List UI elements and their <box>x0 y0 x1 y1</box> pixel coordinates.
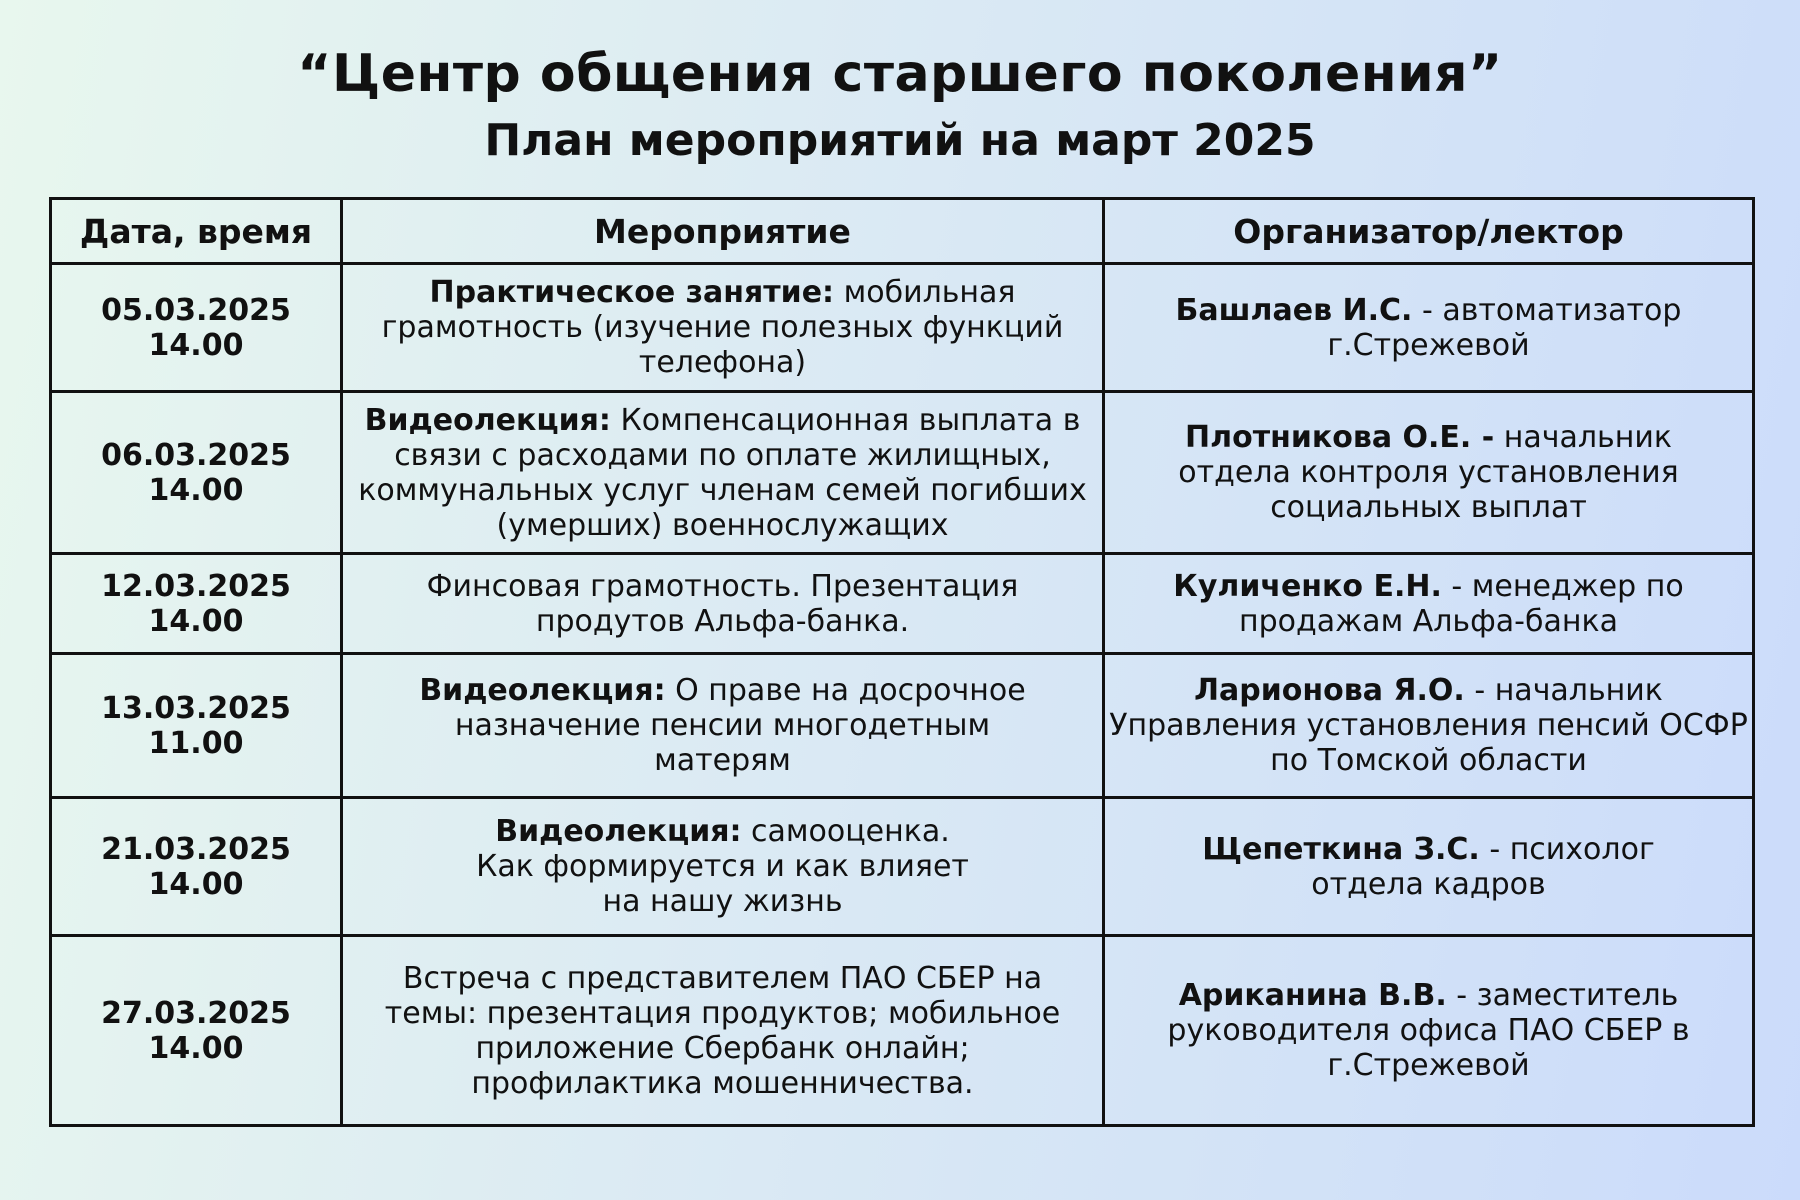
organizer-cell <box>1104 554 1754 654</box>
event-date: 12.03.2025 <box>101 568 291 604</box>
event-date: 27.03.2025 <box>101 995 291 1031</box>
column-header-date: Дата, время <box>51 199 342 264</box>
event-date: 06.03.2025 <box>101 437 291 473</box>
organizer-name: Башлаев И.С. <box>1175 292 1413 328</box>
organizer-role: - заместитель руководителя офиса ПАО СБЕР в г.Стрежевой <box>1167 978 1690 1083</box>
event-type: Видеолекция: <box>364 402 611 438</box>
event-cell <box>342 798 1104 936</box>
date-cell <box>51 264 342 392</box>
event-time: 14.00 <box>148 603 244 639</box>
organizer-cell <box>1104 798 1754 936</box>
event-description: О праве на досрочное назначение пенсии многодетным матерям <box>454 673 1026 778</box>
table-row <box>51 936 1754 1126</box>
event-cell <box>342 392 1104 554</box>
organizer-role: начальник отдела контроля установления социальных выплат <box>1178 420 1679 525</box>
organizer-cell <box>1104 392 1754 554</box>
event-date: 05.03.2025 <box>101 292 291 328</box>
page-header <box>0 38 1800 172</box>
organizer-name: Ларионова Я.О. <box>1194 673 1465 708</box>
event-type: Видеолекция: <box>495 814 742 849</box>
event-time: 14.00 <box>148 472 244 508</box>
table-row <box>51 392 1754 554</box>
organizer-name: Куличенко Е.Н. <box>1173 568 1442 604</box>
event-cell <box>342 654 1104 798</box>
column-header-event: Мероприятие <box>342 199 1104 264</box>
table-header-row <box>51 199 1754 264</box>
organizer-role: - начальник Управления установления пенсий ОСФР по Томской области <box>1109 673 1748 778</box>
table-row <box>51 554 1754 654</box>
organizer-name: Плотникова О.Е. - <box>1185 420 1495 455</box>
event-cell <box>342 554 1104 654</box>
event-cell <box>342 264 1104 392</box>
event-description: мобильная грамотность (изучение полезных функций телефона) <box>381 275 1064 380</box>
event-type: Практическое занятие: <box>429 275 835 310</box>
page-title: “Центр общения старшего поколения” <box>297 44 1503 104</box>
date-cell <box>51 554 342 654</box>
event-time: 14.00 <box>148 866 244 902</box>
table-row <box>51 654 1754 798</box>
date-cell <box>51 798 342 936</box>
organizer-name: Щепеткина З.С. <box>1202 831 1480 867</box>
organizer-role: - автоматизатор г.Стрежевой <box>1327 292 1682 363</box>
organizer-role: - психолог отдела кадров <box>1311 831 1655 902</box>
event-cell <box>342 936 1104 1126</box>
date-cell <box>51 936 342 1126</box>
organizer-role: - менеджер по продажам Альфа-банка <box>1239 568 1684 639</box>
event-date: 13.03.2025 <box>101 690 291 726</box>
event-time: 14.00 <box>148 1030 244 1066</box>
date-cell <box>51 654 342 798</box>
organizer-cell <box>1104 264 1754 392</box>
date-cell <box>51 392 342 554</box>
event-description: Встреча с представителем ПАО СБЕР на темы: презентация продуктов; мобильное приложение Сбербанк онлайн; профилактика мошенничества. <box>384 960 1061 1101</box>
organizer-cell <box>1104 654 1754 798</box>
event-description: Компенсационная выплата в связи с расходами по оплате жилищных, коммунальных услуг членам семей погибших (умерших) военнослужащих <box>358 402 1087 543</box>
page-subtitle: План мероприятий на март 2025 <box>484 115 1316 166</box>
event-time: 14.00 <box>148 327 244 363</box>
organizer-cell <box>1104 936 1754 1126</box>
column-header-organizer: Организатор/лектор <box>1104 199 1754 264</box>
organizer-name: Ариканина В.В. <box>1178 978 1447 1013</box>
events-table <box>49 197 1755 1127</box>
event-date: 21.03.2025 <box>101 831 291 867</box>
event-type: Видеолекция: <box>419 673 666 708</box>
event-time: 11.00 <box>148 725 244 761</box>
event-description: Финсовая грамотность. Презентация продутов Альфа-банка. <box>426 568 1019 639</box>
table-row <box>51 798 1754 936</box>
event-description: самооценка. Как формируется и как влияет на нашу жизнь <box>476 814 969 919</box>
table-row <box>51 264 1754 392</box>
